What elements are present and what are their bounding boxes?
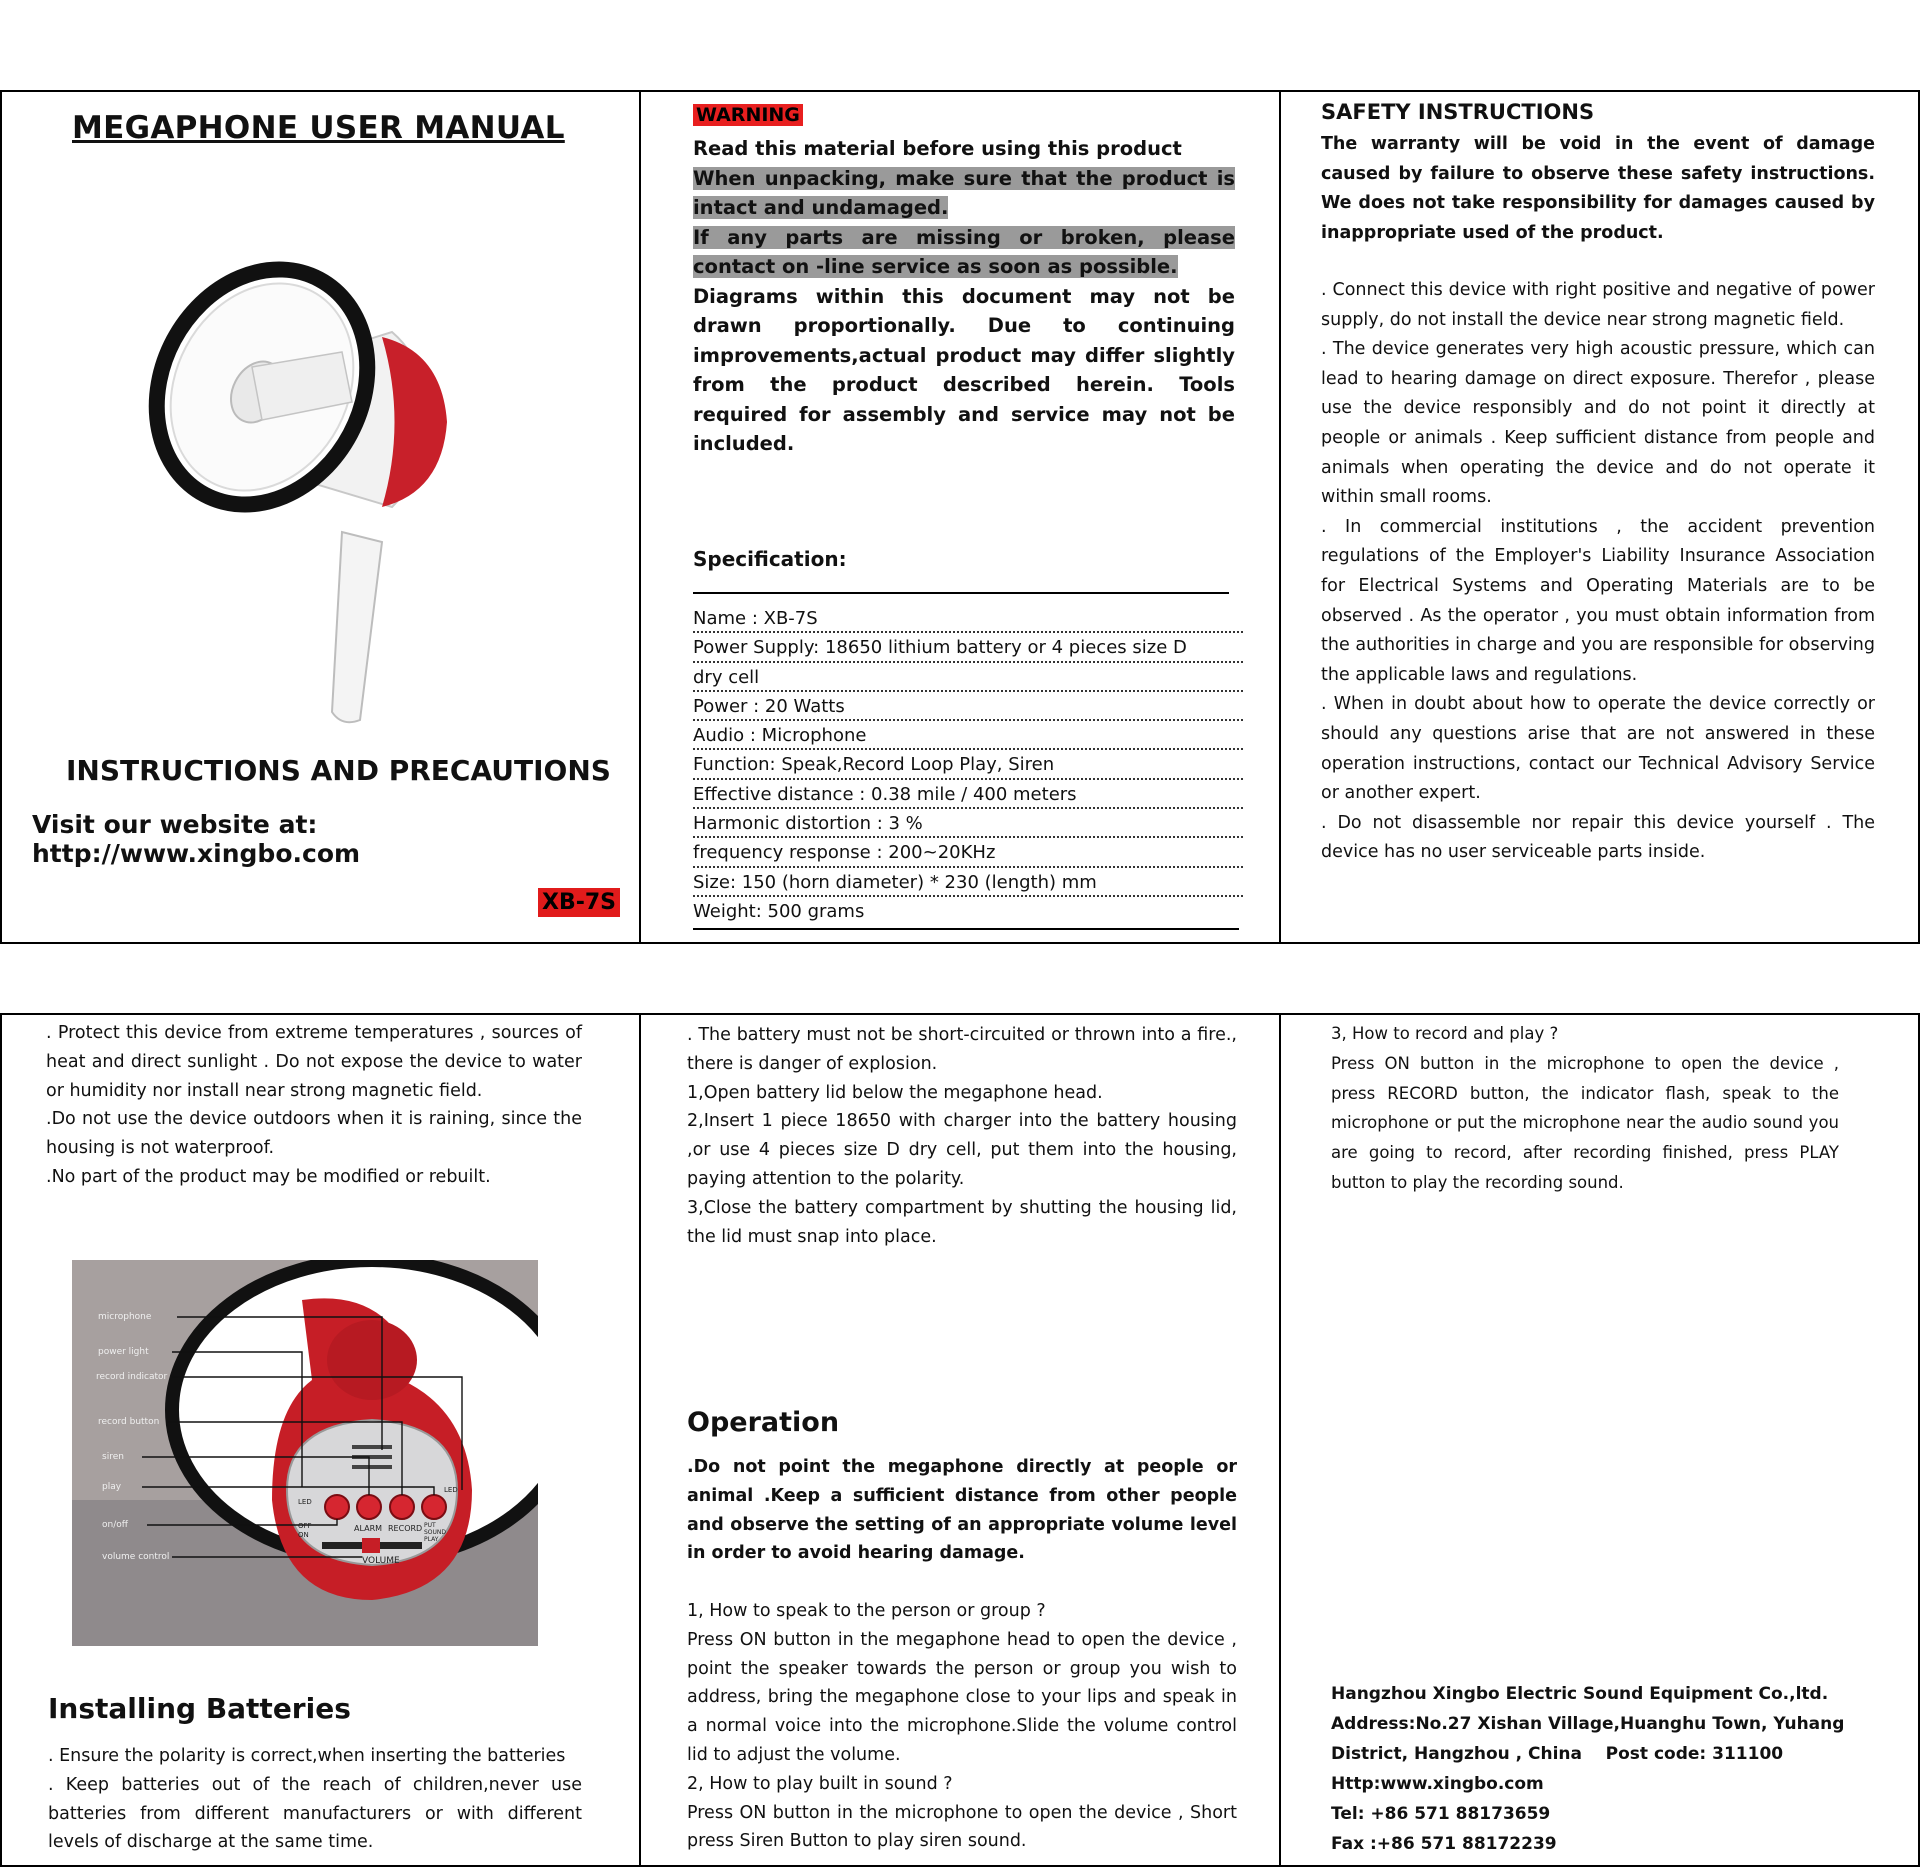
operation-item: 1, How to speak to the person or group ?	[687, 1601, 1046, 1621]
operation-item: 2, How to play built in sound ?	[687, 1773, 953, 1794]
spec-row: Size: 150 (horn diameter) * 230 (length) mm	[693, 868, 1243, 897]
battery-operation-panel	[639, 1013, 1281, 1867]
cover-panel	[0, 90, 641, 944]
spec-row: Audio : Microphone	[693, 721, 1243, 750]
safety-lead: The warranty will be void in the event of damage caused by failure to observe these safety instructions. We does not take responsibility for damages caused by inappropriate used of the product.	[1321, 134, 1875, 243]
control-panel-photo	[72, 1260, 538, 1646]
battery-item: 1,Open battery lid below the megaphone head.	[687, 1082, 1103, 1103]
install-list	[48, 1742, 582, 1857]
spec-top-rule	[693, 592, 1229, 594]
led-left: LED	[298, 1498, 312, 1506]
warning-body: Diagrams within this document may not be drawn proportionally. Due to continuing improvements,actual product may differ slightly from the product described herein. Tools required for assembly and service may not be included.	[693, 284, 1235, 455]
led-right: LED	[444, 1486, 458, 1494]
volume-label: VOLUME	[362, 1556, 400, 1566]
record-contact-panel	[1279, 1013, 1920, 1867]
warning-highlight-unpacking: When unpacking, make sure that the product is intact and undamaged.	[693, 166, 1235, 219]
warning-line: Read this material before using this product	[693, 137, 1182, 160]
btn-label-on: ON	[298, 1531, 309, 1539]
battery-item: 3,Close the battery compartment by shutting the housing lid, the lid must snap into place.	[687, 1197, 1237, 1247]
safety-panel	[1279, 90, 1920, 944]
warning-highlight-missing: If any parts are missing or broken, please contact on -line service as soon as possible.	[693, 225, 1235, 278]
label-record-button: record button	[98, 1417, 160, 1427]
spec-row: Effective distance : 0.38 mile / 400 meters	[693, 780, 1243, 809]
label-record-indicator: record indicator	[96, 1372, 168, 1382]
spec-row: Function: Speak,Record Loop Play, Siren	[693, 750, 1243, 779]
btn-label-alarm: ALARM	[354, 1524, 383, 1533]
battery-list	[687, 1021, 1237, 1251]
website-line: Visit our website at: http://www.xingbo.com	[32, 810, 361, 868]
btn-label-record: RECORD	[388, 1524, 423, 1533]
web-address: Http:www.xingbo.com	[1331, 1774, 1544, 1794]
spec-bottom-rule	[693, 928, 1239, 930]
operation-item: Press ON button in the megaphone head to open the device , point the speaker towards the person or group you wish to address, bring the megaphone close to your lips and speak in a normal voice into the microphone.Slide the volume control lid to adjust the volume.	[687, 1629, 1237, 1765]
record-body: Press ON button in the microphone to open the device , press RECORD button, the indicator flash, speak to the microphone or put the microphone near the audio sound you are going to record, after recording finished, press PLAY button to play the recording sound.	[1331, 1053, 1839, 1192]
protect-item: .No part of the product may be modified or rebuilt.	[46, 1166, 491, 1187]
manual-title: MEGAPHONE USER MANUAL	[72, 110, 565, 146]
safety-item: . The device generates very high acoustic pressure, which can lead to hearing damage on direct exposure. Therefor , please use the device responsibly and do not point it directly at people or animals . Keep sufficient distance from people and animals when operating the device and do not operate it within small rooms.	[1321, 339, 1875, 508]
safety-item: . Do not disassemble nor repair this device yourself . The device has no user serviceable parts inside.	[1321, 812, 1875, 863]
label-siren: siren	[102, 1452, 124, 1462]
label-power-light: power light	[98, 1347, 149, 1357]
safety-title: SAFETY INSTRUCTIONS	[1321, 100, 1595, 124]
model-badge: XB-7S	[538, 888, 620, 917]
fax: Fax :+86 571 88172239	[1331, 1834, 1557, 1854]
address-line-1: Address:No.27 Xishan Village,Huanghu Town, Yuhang	[1331, 1714, 1845, 1734]
warning-spec-panel	[639, 90, 1281, 944]
company-name: Hangzhou Xingbo Electric Sound Equipment Co.,ltd.	[1331, 1684, 1829, 1704]
protect-install-panel	[0, 1013, 641, 1867]
megaphone-illustration	[142, 242, 482, 732]
address-line-2: District, Hangzhou , China Post code: 311100	[1331, 1744, 1784, 1764]
spec-row: Harmonic distortion : 3 %	[693, 809, 1243, 838]
battery-item: 2,Insert 1 piece 18650 with charger into the battery housing ,or use 4 pieces size D dry cell, put them into the housing, paying attention to the polarity.	[687, 1111, 1237, 1189]
spec-row: frequency response : 200~20KHz	[693, 838, 1243, 867]
operation-title: Operation	[687, 1407, 840, 1438]
label-play: play	[102, 1482, 122, 1492]
safety-item: . Connect this device with right positive and negative of power supply, do not install the device near strong magnetic field.	[1321, 280, 1875, 330]
warning-label: WARNING	[693, 104, 803, 126]
record-title: 3, How to record and play ?	[1331, 1024, 1559, 1043]
battery-item: . The battery must not be short-circuited or thrown into a fire., there is danger of explosion.	[687, 1025, 1237, 1074]
operation-item: Press ON button in the microphone to open the device , Short press Siren Button to play siren sound.	[687, 1802, 1237, 1852]
installing-batteries-title: Installing Batteries	[48, 1692, 351, 1725]
label-on-off: on/off	[102, 1520, 128, 1530]
safety-item: . In commercial institutions , the accident prevention regulations of the Employer's Liability Insurance Association for Electrical Systems and Operating Materials are to be observed . As the operator , you must obtain information from the authorities in charge and you are responsible for observing the applicable laws and regulations.	[1321, 516, 1875, 685]
protect-item: .Do not use the device outdoors when it is raining, since the housing is not waterproof.	[46, 1109, 582, 1159]
spec-row: Power Supply: 18650 lithium battery or 4 pieces size D	[693, 633, 1243, 662]
install-item: . Keep batteries out of the reach of children,never use batteries from different manufacturers or with different levels of discharge at the same time.	[48, 1774, 582, 1853]
protect-list	[46, 1019, 582, 1192]
warning-text	[693, 134, 1235, 459]
safety-item: . When in doubt about how to operate the device correctly or should any questions arise that are not answered in these operation instructions, contact our Technical Advisory Service or another expert.	[1321, 694, 1875, 804]
record-section	[1331, 1019, 1839, 1198]
label-microphone: microphone	[98, 1312, 152, 1322]
instructions-heading: INSTRUCTIONS AND PRECAUTIONS	[66, 754, 611, 787]
operation-warning: .Do not point the megaphone directly at people or animal .Keep a sufficient distance from other people and observe the setting of an appropriate volume level in order to avoid hearing damage.	[687, 1457, 1237, 1564]
spec-row: Name : XB-7S	[693, 604, 1243, 633]
btn-label-off: OFF	[298, 1522, 312, 1530]
spec-row: dry cell	[693, 663, 1243, 692]
contact-block	[1331, 1679, 1891, 1859]
install-item: . Ensure the polarity is correct,when inserting the batteries	[48, 1746, 566, 1766]
safety-list	[1321, 276, 1875, 868]
label-volume-control: volume control	[102, 1552, 170, 1562]
telephone: Tel: +86 571 88173659	[1331, 1804, 1551, 1824]
spec-row: Power : 20 Watts	[693, 692, 1243, 721]
operation-list	[687, 1597, 1237, 1856]
btn-label-play: PUT SOUND PLAY	[424, 1522, 447, 1543]
spec-row: Weight: 500 grams	[693, 900, 865, 922]
spec-title: Specification:	[693, 547, 847, 571]
protect-item: . Protect this device from extreme temperatures , sources of heat and direct sunlight . Do not expose the device to water or humidity nor install near strong magnetic field.	[46, 1023, 582, 1101]
spec-list	[693, 604, 1243, 926]
